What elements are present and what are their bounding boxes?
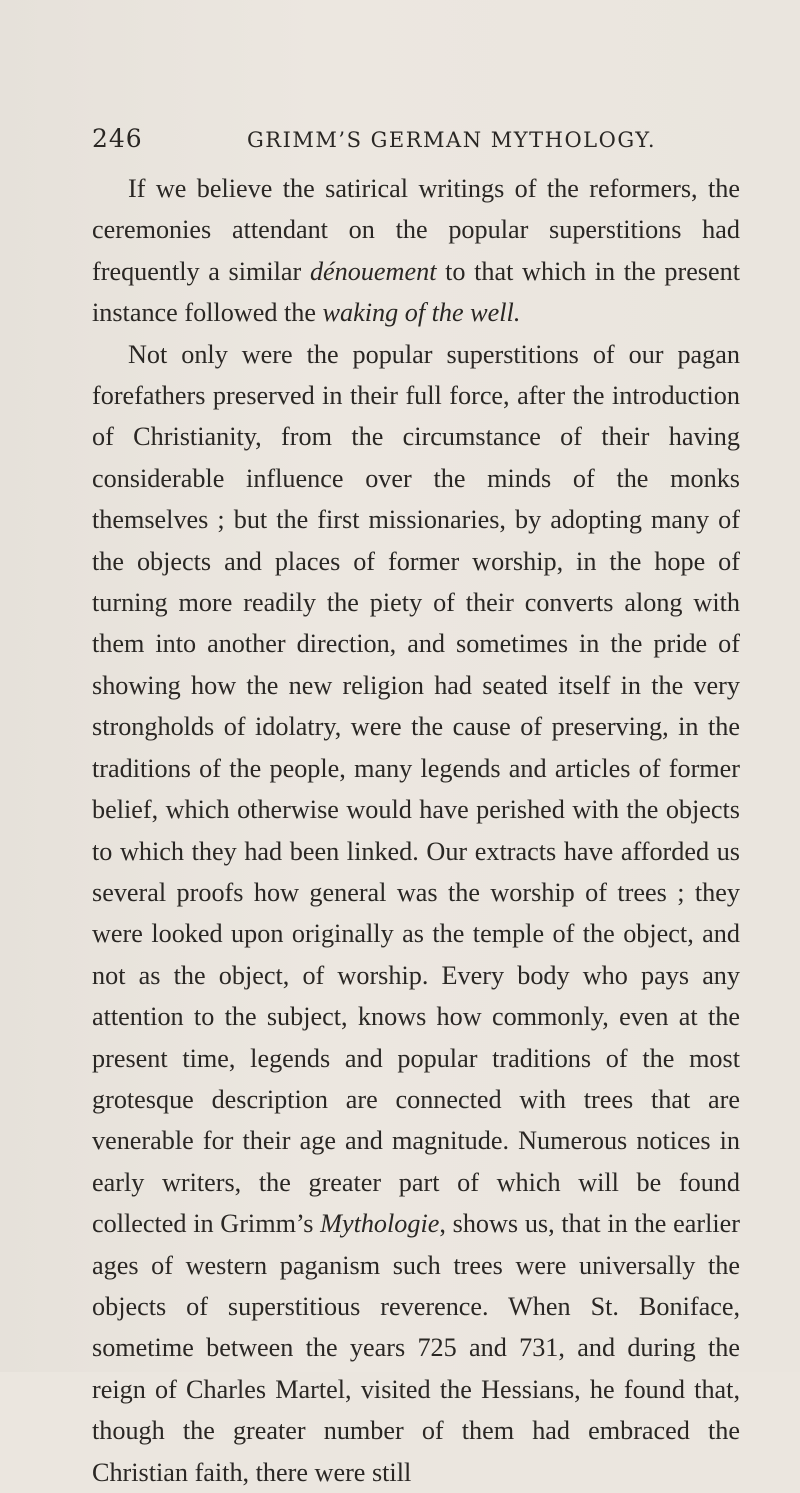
paragraph-2-text-1: Not only were the popular superstitions of our pagan forefathers preserved in their full force, after the introduction of Christianity, from the circumstance of their having considerable influence over the minds of the monks themselves ; but the first missionaries, by adopting many of the objects and places of former worship, in the hope of turning more readily the piety of their converts along with them into another direction, and sometimes in the pride of showing how the new religion had seated itself in the very strongholds of idolatry, were the cause of preserving, in the traditions of the people, many legends and articles of former belief, which otherwise would have perished with the objects to which they had been linked. Our extracts have afforded us several proofs how general was the worship of trees ; they were looked upon originally as the temple of the object, and not as the object, of worship. Every body who pays any attention to the subject, knows how commonly, even at the present time, legends and popular traditions of the most grotesque description are connected with trees that are venerable for their age and magnitude. Numerous notices in early writers, the greater part of which will be found collected in Grimm’s — [92, 339, 740, 1239]
paragraph-1 — [92, 168, 740, 334]
body-text — [92, 168, 740, 1493]
paragraph-2 — [92, 334, 740, 1493]
paragraph-1-text-1: If we believe the satirical writings of the reformers, the ceremonies attendant on the popular superstitions had frequently a similar — [92, 174, 740, 286]
paragraph-1-italic-denouement: dénouement — [309, 256, 437, 286]
page-header — [92, 124, 752, 158]
running-title: GRIMM’S GERMAN MYTHOLOGY. — [247, 128, 657, 152]
paragraph-1-italic-waking: waking of the well. — [322, 298, 521, 328]
paragraph-2-italic-mythologie: Mythologie — [320, 1209, 440, 1239]
paragraph-1-text-2: to that which in the present instance followed the — [92, 256, 740, 328]
paragraph-2-text-2: , shows us, that in the earlier ages of western paganism such trees were universally the objects of superstitious reverence. When St. Boniface, sometime between the years 725 and 731, and during the reign of Charles Martel, visited the Hessians, he found that, though the greater number of them had embraced the Christian faith, there were still — [92, 1209, 740, 1487]
page-number: 246 — [92, 124, 143, 153]
